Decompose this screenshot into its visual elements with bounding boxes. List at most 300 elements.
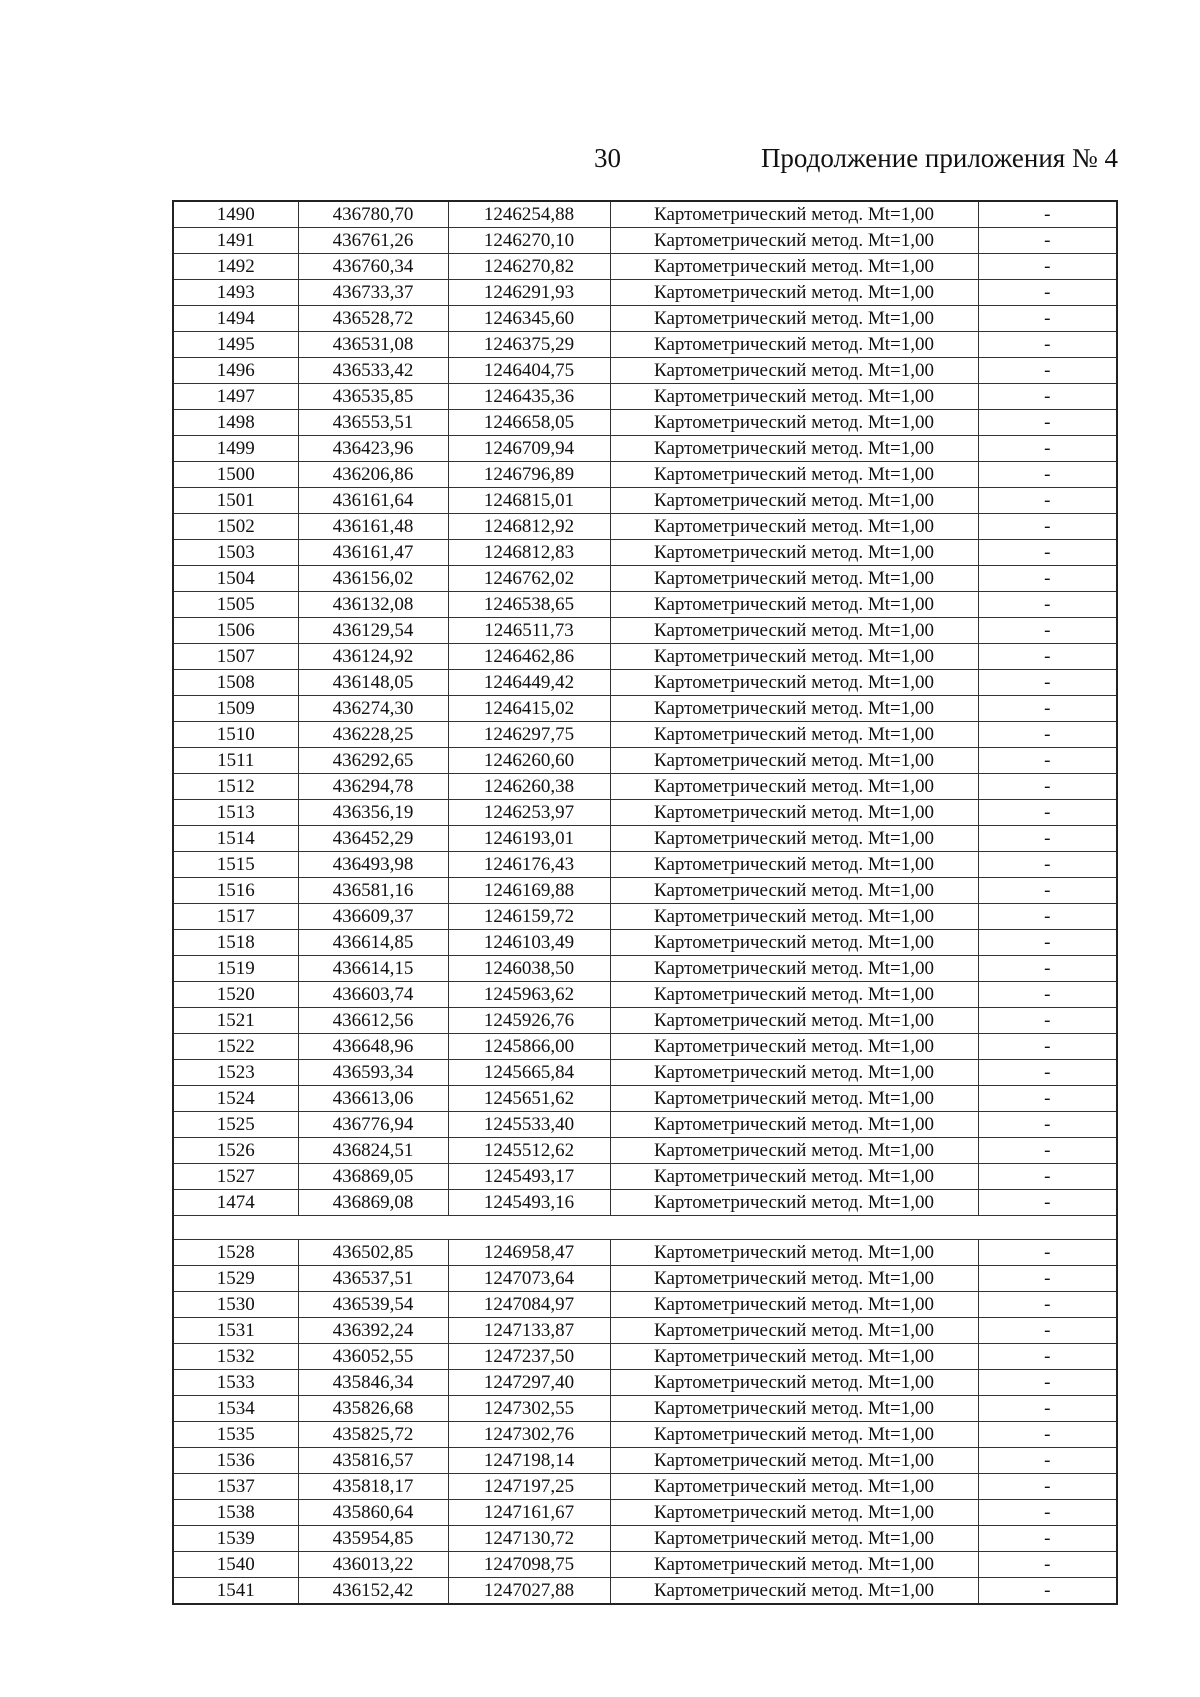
table-row: [173, 462, 1117, 488]
point-number-cell: 1527: [173, 1164, 298, 1190]
method-cell: Картометрический метод. Mt=1,00: [610, 1190, 978, 1216]
method-cell: Картометрический метод. Mt=1,00: [610, 1578, 978, 1605]
point-number-cell: 1512: [173, 774, 298, 800]
y-coordinate-cell: 1245866,00: [448, 1034, 610, 1060]
method-cell: Картометрический метод. Mt=1,00: [610, 332, 978, 358]
y-coordinate-cell: 1247098,75: [448, 1552, 610, 1578]
point-number-cell: 1536: [173, 1448, 298, 1474]
x-coordinate-cell: 436760,34: [298, 254, 448, 280]
point-number-cell: 1518: [173, 930, 298, 956]
method-cell: Картометрический метод. Mt=1,00: [610, 436, 978, 462]
description-cell: -: [978, 1448, 1117, 1474]
x-coordinate-cell: 436124,92: [298, 644, 448, 670]
description-cell: -: [978, 852, 1117, 878]
method-cell: Картометрический метод. Mt=1,00: [610, 488, 978, 514]
description-cell: -: [978, 1086, 1117, 1112]
method-cell: Картометрический метод. Mt=1,00: [610, 1500, 978, 1526]
x-coordinate-cell: 436614,85: [298, 930, 448, 956]
y-coordinate-cell: 1247130,72: [448, 1526, 610, 1552]
table-row: [173, 332, 1117, 358]
y-coordinate-cell: 1246270,10: [448, 228, 610, 254]
x-coordinate-cell: 436161,48: [298, 514, 448, 540]
y-coordinate-cell: 1245533,40: [448, 1112, 610, 1138]
method-cell: Картометрический метод. Mt=1,00: [610, 228, 978, 254]
y-coordinate-cell: 1246254,88: [448, 201, 610, 228]
point-number-cell: 1508: [173, 670, 298, 696]
description-cell: -: [978, 280, 1117, 306]
y-coordinate-cell: 1246291,93: [448, 280, 610, 306]
point-number-cell: 1511: [173, 748, 298, 774]
y-coordinate-cell: 1247133,87: [448, 1318, 610, 1344]
description-cell: -: [978, 904, 1117, 930]
point-number-cell: 1535: [173, 1422, 298, 1448]
point-number-cell: 1498: [173, 410, 298, 436]
description-cell: -: [978, 1190, 1117, 1216]
description-cell: -: [978, 358, 1117, 384]
point-number-cell: 1537: [173, 1474, 298, 1500]
table-row: [173, 488, 1117, 514]
point-number-cell: 1490: [173, 201, 298, 228]
point-number-cell: 1524: [173, 1086, 298, 1112]
method-cell: Картометрический метод. Mt=1,00: [610, 826, 978, 852]
x-coordinate-cell: 436780,70: [298, 201, 448, 228]
y-coordinate-cell: 1246812,83: [448, 540, 610, 566]
x-coordinate-cell: 436612,56: [298, 1008, 448, 1034]
x-coordinate-cell: 436603,74: [298, 982, 448, 1008]
y-coordinate-cell: 1246253,97: [448, 800, 610, 826]
table-row: [173, 410, 1117, 436]
table-row: [173, 1526, 1117, 1552]
table-row: [173, 774, 1117, 800]
description-cell: -: [978, 748, 1117, 774]
description-cell: -: [978, 410, 1117, 436]
table-row: [173, 930, 1117, 956]
description-cell: -: [978, 800, 1117, 826]
x-coordinate-cell: 436531,08: [298, 332, 448, 358]
table-row: [173, 566, 1117, 592]
table-row: [173, 1292, 1117, 1318]
y-coordinate-cell: 1246193,01: [448, 826, 610, 852]
y-coordinate-cell: 1246103,49: [448, 930, 610, 956]
point-number-cell: 1494: [173, 306, 298, 332]
point-number-cell: 1505: [173, 592, 298, 618]
method-cell: Картометрический метод. Mt=1,00: [610, 1526, 978, 1552]
method-cell: Картометрический метод. Mt=1,00: [610, 1008, 978, 1034]
table-row: [173, 1086, 1117, 1112]
appendix-title: Продолжение приложения № 4: [760, 143, 1118, 173]
point-number-cell: 1516: [173, 878, 298, 904]
point-number-cell: 1522: [173, 1034, 298, 1060]
y-coordinate-cell: 1246270,82: [448, 254, 610, 280]
method-cell: Картометрический метод. Mt=1,00: [610, 1138, 978, 1164]
y-coordinate-cell: 1246796,89: [448, 462, 610, 488]
point-number-cell: 1495: [173, 332, 298, 358]
y-coordinate-cell: 1246435,36: [448, 384, 610, 410]
x-coordinate-cell: 436539,54: [298, 1292, 448, 1318]
x-coordinate-cell: 436392,24: [298, 1318, 448, 1344]
x-coordinate-cell: 436274,30: [298, 696, 448, 722]
method-cell: Картометрический метод. Mt=1,00: [610, 566, 978, 592]
table-row: [173, 722, 1117, 748]
method-cell: Картометрический метод. Mt=1,00: [610, 618, 978, 644]
table-row: [173, 1266, 1117, 1292]
x-coordinate-cell: 435816,57: [298, 1448, 448, 1474]
point-number-cell: 1532: [173, 1344, 298, 1370]
y-coordinate-cell: 1246345,60: [448, 306, 610, 332]
point-number-cell: 1531: [173, 1318, 298, 1344]
x-coordinate-cell: 436533,42: [298, 358, 448, 384]
description-cell: -: [978, 644, 1117, 670]
x-coordinate-cell: 436869,05: [298, 1164, 448, 1190]
method-cell: Картометрический метод. Mt=1,00: [610, 696, 978, 722]
y-coordinate-cell: 1246658,05: [448, 410, 610, 436]
y-coordinate-cell: 1246260,60: [448, 748, 610, 774]
x-coordinate-cell: 436132,08: [298, 592, 448, 618]
point-number-cell: 1533: [173, 1370, 298, 1396]
table-row: [173, 1034, 1117, 1060]
point-number-cell: 1474: [173, 1190, 298, 1216]
description-cell: -: [978, 1318, 1117, 1344]
x-coordinate-cell: 436648,96: [298, 1034, 448, 1060]
point-number-cell: 1496: [173, 358, 298, 384]
x-coordinate-cell: 436228,25: [298, 722, 448, 748]
y-coordinate-cell: 1246538,65: [448, 592, 610, 618]
x-coordinate-cell: 435860,64: [298, 1500, 448, 1526]
description-cell: -: [978, 254, 1117, 280]
y-coordinate-cell: 1246038,50: [448, 956, 610, 982]
description-cell: -: [978, 774, 1117, 800]
method-cell: Картометрический метод. Mt=1,00: [610, 1344, 978, 1370]
x-coordinate-cell: 436156,02: [298, 566, 448, 592]
point-number-cell: 1499: [173, 436, 298, 462]
method-cell: Картометрический метод. Mt=1,00: [610, 930, 978, 956]
table-row: [173, 514, 1117, 540]
point-number-cell: 1521: [173, 1008, 298, 1034]
description-cell: -: [978, 462, 1117, 488]
method-cell: Картометрический метод. Mt=1,00: [610, 280, 978, 306]
description-cell: -: [978, 1060, 1117, 1086]
table-row: [173, 618, 1117, 644]
description-cell: -: [978, 878, 1117, 904]
x-coordinate-cell: 436423,96: [298, 436, 448, 462]
y-coordinate-cell: 1245651,62: [448, 1086, 610, 1112]
method-cell: Картометрический метод. Mt=1,00: [610, 201, 978, 228]
method-cell: Картометрический метод. Mt=1,00: [610, 1552, 978, 1578]
description-cell: -: [978, 306, 1117, 332]
table-row: [173, 1138, 1117, 1164]
x-coordinate-cell: 436206,86: [298, 462, 448, 488]
y-coordinate-cell: 1245963,62: [448, 982, 610, 1008]
point-number-cell: 1514: [173, 826, 298, 852]
method-cell: Картометрический метод. Mt=1,00: [610, 306, 978, 332]
method-cell: Картометрический метод. Mt=1,00: [610, 540, 978, 566]
table-row: [173, 228, 1117, 254]
description-cell: -: [978, 930, 1117, 956]
table-row: [173, 748, 1117, 774]
y-coordinate-cell: 1246511,73: [448, 618, 610, 644]
method-cell: Картометрический метод. Mt=1,00: [610, 956, 978, 982]
table-row: [173, 1422, 1117, 1448]
contour-separator-row: [173, 1216, 1117, 1240]
table-row: [173, 1552, 1117, 1578]
point-number-cell: 1530: [173, 1292, 298, 1318]
x-coordinate-cell: 436148,05: [298, 670, 448, 696]
x-coordinate-cell: 435846,34: [298, 1370, 448, 1396]
y-coordinate-cell: 1247161,67: [448, 1500, 610, 1526]
x-coordinate-cell: 436609,37: [298, 904, 448, 930]
point-number-cell: 1540: [173, 1552, 298, 1578]
method-cell: Картометрический метод. Mt=1,00: [610, 1034, 978, 1060]
x-coordinate-cell: 436502,85: [298, 1240, 448, 1266]
table-row: [173, 1318, 1117, 1344]
point-number-cell: 1525: [173, 1112, 298, 1138]
description-cell: -: [978, 1474, 1117, 1500]
point-number-cell: 1515: [173, 852, 298, 878]
description-cell: -: [978, 566, 1117, 592]
point-number-cell: 1492: [173, 254, 298, 280]
description-cell: -: [978, 1344, 1117, 1370]
x-coordinate-cell: 435954,85: [298, 1526, 448, 1552]
table-row: [173, 1060, 1117, 1086]
y-coordinate-cell: 1245926,76: [448, 1008, 610, 1034]
x-coordinate-cell: 436152,42: [298, 1578, 448, 1605]
point-number-cell: 1519: [173, 956, 298, 982]
point-number-cell: 1541: [173, 1578, 298, 1605]
description-cell: -: [978, 436, 1117, 462]
table-row: [173, 982, 1117, 1008]
x-coordinate-cell: 436553,51: [298, 410, 448, 436]
description-cell: -: [978, 592, 1117, 618]
x-coordinate-cell: 436537,51: [298, 1266, 448, 1292]
y-coordinate-cell: 1246176,43: [448, 852, 610, 878]
y-coordinate-cell: 1245493,17: [448, 1164, 610, 1190]
description-cell: -: [978, 1396, 1117, 1422]
method-cell: Картометрический метод. Mt=1,00: [610, 358, 978, 384]
x-coordinate-cell: 435818,17: [298, 1474, 448, 1500]
method-cell: Картометрический метод. Mt=1,00: [610, 982, 978, 1008]
x-coordinate-cell: 436493,98: [298, 852, 448, 878]
point-number-cell: 1491: [173, 228, 298, 254]
method-cell: Картометрический метод. Mt=1,00: [610, 384, 978, 410]
description-cell: -: [978, 1422, 1117, 1448]
table-row: [173, 696, 1117, 722]
method-cell: Картометрический метод. Mt=1,00: [610, 1422, 978, 1448]
description-cell: -: [978, 384, 1117, 410]
point-number-cell: 1502: [173, 514, 298, 540]
y-coordinate-cell: 1246812,92: [448, 514, 610, 540]
method-cell: Картометрический метод. Mt=1,00: [610, 852, 978, 878]
table-row: [173, 1240, 1117, 1266]
x-coordinate-cell: 436613,06: [298, 1086, 448, 1112]
point-number-cell: 1504: [173, 566, 298, 592]
x-coordinate-cell: 436593,34: [298, 1060, 448, 1086]
description-cell: -: [978, 670, 1117, 696]
coordinates-table-body: [173, 201, 1117, 1604]
method-cell: Картометрический метод. Mt=1,00: [610, 722, 978, 748]
method-cell: Картометрический метод. Mt=1,00: [610, 748, 978, 774]
description-cell: -: [978, 488, 1117, 514]
description-cell: -: [978, 1578, 1117, 1605]
y-coordinate-cell: 1247198,14: [448, 1448, 610, 1474]
x-coordinate-cell: 436581,16: [298, 878, 448, 904]
description-cell: -: [978, 1266, 1117, 1292]
page-header: [0, 138, 1200, 178]
table-row: [173, 358, 1117, 384]
y-coordinate-cell: 1246404,75: [448, 358, 610, 384]
table-row: [173, 1190, 1117, 1216]
table-row: [173, 956, 1117, 982]
method-cell: Картометрический метод. Mt=1,00: [610, 1112, 978, 1138]
table-row: [173, 1500, 1117, 1526]
method-cell: Картометрический метод. Mt=1,00: [610, 878, 978, 904]
table-row: [173, 254, 1117, 280]
table-row: [173, 1112, 1117, 1138]
table-row: [173, 592, 1117, 618]
method-cell: Картометрический метод. Mt=1,00: [610, 774, 978, 800]
table-row: [173, 540, 1117, 566]
point-number-cell: 1520: [173, 982, 298, 1008]
x-coordinate-cell: 436052,55: [298, 1344, 448, 1370]
y-coordinate-cell: 1245512,62: [448, 1138, 610, 1164]
method-cell: Картометрический метод. Mt=1,00: [610, 1240, 978, 1266]
coordinates-table: [172, 200, 1118, 1605]
page-number: 30: [594, 143, 621, 173]
point-number-cell: 1509: [173, 696, 298, 722]
description-cell: -: [978, 514, 1117, 540]
y-coordinate-cell: 1246375,29: [448, 332, 610, 358]
y-coordinate-cell: 1247237,50: [448, 1344, 610, 1370]
point-number-cell: 1501: [173, 488, 298, 514]
description-cell: -: [978, 1008, 1117, 1034]
description-cell: -: [978, 826, 1117, 852]
method-cell: Картометрический метод. Mt=1,00: [610, 462, 978, 488]
y-coordinate-cell: 1247027,88: [448, 1578, 610, 1605]
point-number-cell: 1538: [173, 1500, 298, 1526]
x-coordinate-cell: 435825,72: [298, 1422, 448, 1448]
table-row: [173, 306, 1117, 332]
description-cell: -: [978, 540, 1117, 566]
table-row: [173, 800, 1117, 826]
table-row: [173, 644, 1117, 670]
description-cell: -: [978, 1112, 1117, 1138]
table-row: [173, 1474, 1117, 1500]
description-cell: -: [978, 1552, 1117, 1578]
x-coordinate-cell: 436535,85: [298, 384, 448, 410]
description-cell: -: [978, 696, 1117, 722]
method-cell: Картометрический метод. Mt=1,00: [610, 410, 978, 436]
y-coordinate-cell: 1246449,42: [448, 670, 610, 696]
point-number-cell: 1539: [173, 1526, 298, 1552]
method-cell: Картометрический метод. Mt=1,00: [610, 1266, 978, 1292]
y-coordinate-cell: 1246260,38: [448, 774, 610, 800]
y-coordinate-cell: 1247084,97: [448, 1292, 610, 1318]
description-cell: -: [978, 1034, 1117, 1060]
y-coordinate-cell: 1246709,94: [448, 436, 610, 462]
y-coordinate-cell: 1245493,16: [448, 1190, 610, 1216]
table-row: [173, 826, 1117, 852]
description-cell: -: [978, 201, 1117, 228]
method-cell: Картометрический метод. Mt=1,00: [610, 1164, 978, 1190]
table-row: [173, 1344, 1117, 1370]
x-coordinate-cell: 436161,64: [298, 488, 448, 514]
point-number-cell: 1523: [173, 1060, 298, 1086]
description-cell: -: [978, 1240, 1117, 1266]
x-coordinate-cell: 436869,08: [298, 1190, 448, 1216]
method-cell: Картометрический метод. Mt=1,00: [610, 1474, 978, 1500]
point-number-cell: 1517: [173, 904, 298, 930]
description-cell: -: [978, 1526, 1117, 1552]
x-coordinate-cell: 436776,94: [298, 1112, 448, 1138]
table-row: [173, 904, 1117, 930]
y-coordinate-cell: 1247197,25: [448, 1474, 610, 1500]
description-cell: -: [978, 1138, 1117, 1164]
table-row: [173, 1448, 1117, 1474]
table-row: [173, 1008, 1117, 1034]
table-row: [173, 878, 1117, 904]
x-coordinate-cell: 436129,54: [298, 618, 448, 644]
method-cell: Картометрический метод. Mt=1,00: [610, 644, 978, 670]
method-cell: Картометрический метод. Mt=1,00: [610, 1396, 978, 1422]
description-cell: -: [978, 1500, 1117, 1526]
point-number-cell: 1528: [173, 1240, 298, 1266]
y-coordinate-cell: 1246815,01: [448, 488, 610, 514]
table-row: [173, 852, 1117, 878]
point-number-cell: 1526: [173, 1138, 298, 1164]
point-number-cell: 1506: [173, 618, 298, 644]
y-coordinate-cell: 1247302,76: [448, 1422, 610, 1448]
method-cell: Картометрический метод. Mt=1,00: [610, 1292, 978, 1318]
method-cell: Картометрический метод. Mt=1,00: [610, 904, 978, 930]
method-cell: Картометрический метод. Mt=1,00: [610, 514, 978, 540]
y-coordinate-cell: 1245665,84: [448, 1060, 610, 1086]
description-cell: -: [978, 1292, 1117, 1318]
point-number-cell: 1500: [173, 462, 298, 488]
y-coordinate-cell: 1246169,88: [448, 878, 610, 904]
y-coordinate-cell: 1247073,64: [448, 1266, 610, 1292]
separator-cell: [173, 1216, 1117, 1240]
y-coordinate-cell: 1246958,47: [448, 1240, 610, 1266]
table-row: [173, 1396, 1117, 1422]
point-number-cell: 1497: [173, 384, 298, 410]
description-cell: -: [978, 1370, 1117, 1396]
method-cell: Картометрический метод. Mt=1,00: [610, 1448, 978, 1474]
y-coordinate-cell: 1247302,55: [448, 1396, 610, 1422]
x-coordinate-cell: 436614,15: [298, 956, 448, 982]
table-row: [173, 280, 1117, 306]
method-cell: Картометрический метод. Mt=1,00: [610, 1318, 978, 1344]
x-coordinate-cell: 436356,19: [298, 800, 448, 826]
method-cell: Картометрический метод. Mt=1,00: [610, 592, 978, 618]
point-number-cell: 1510: [173, 722, 298, 748]
table-row: [173, 1578, 1117, 1605]
method-cell: Картометрический метод. Mt=1,00: [610, 1086, 978, 1112]
method-cell: Картометрический метод. Mt=1,00: [610, 800, 978, 826]
description-cell: -: [978, 982, 1117, 1008]
method-cell: Картометрический метод. Mt=1,00: [610, 1370, 978, 1396]
y-coordinate-cell: 1247297,40: [448, 1370, 610, 1396]
x-coordinate-cell: 435826,68: [298, 1396, 448, 1422]
x-coordinate-cell: 436761,26: [298, 228, 448, 254]
method-cell: Картометрический метод. Mt=1,00: [610, 670, 978, 696]
description-cell: -: [978, 956, 1117, 982]
point-number-cell: 1503: [173, 540, 298, 566]
x-coordinate-cell: 436528,72: [298, 306, 448, 332]
description-cell: -: [978, 722, 1117, 748]
x-coordinate-cell: 436013,22: [298, 1552, 448, 1578]
point-number-cell: 1507: [173, 644, 298, 670]
x-coordinate-cell: 436824,51: [298, 1138, 448, 1164]
table-row: [173, 436, 1117, 462]
